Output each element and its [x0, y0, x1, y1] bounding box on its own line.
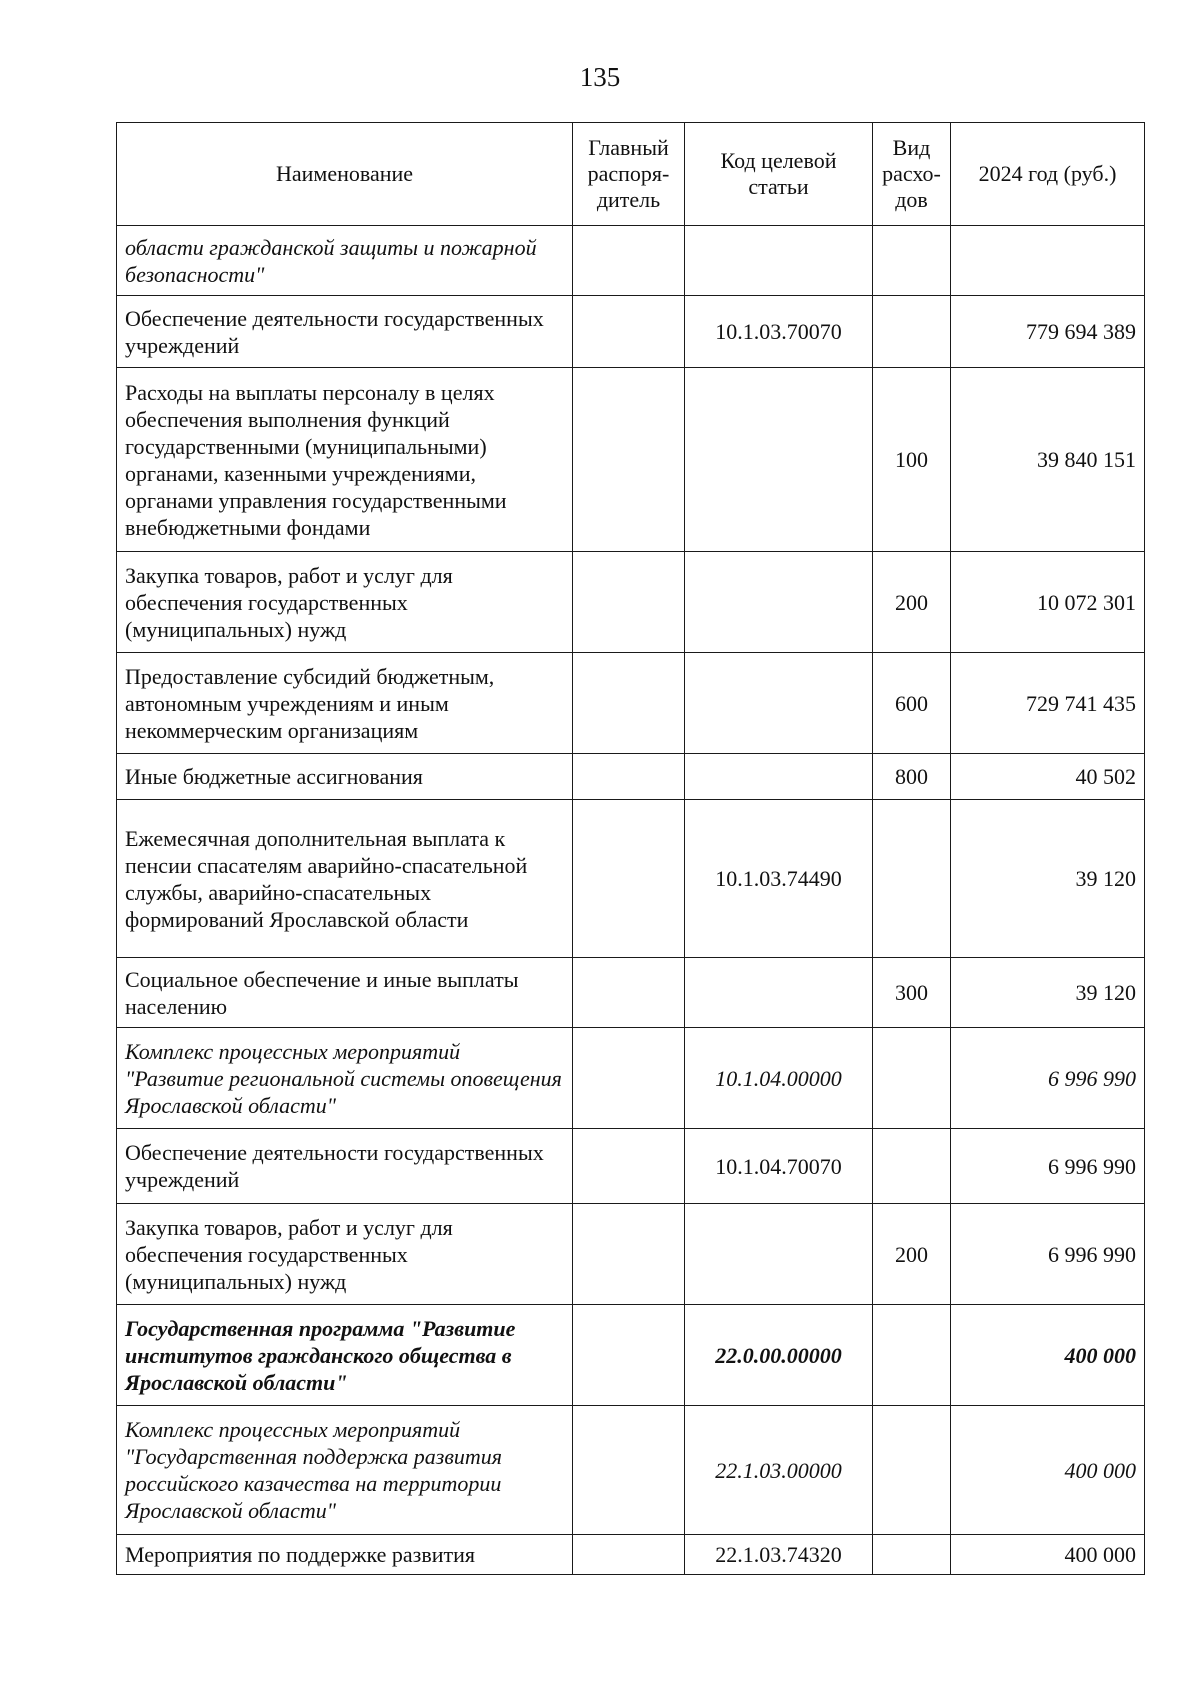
- row-name-cell: Расходы на выплаты персоналу в целях обеспечения выполнения функций государственными (муниципальными) органами, казенными учреждениями, органами управления государственными внебюджетными фондами: [117, 368, 573, 552]
- table-row: [117, 296, 1145, 368]
- row-expense-type-cell: [873, 1406, 951, 1535]
- row-name-cell: Иные бюджетные ассигнования: [117, 754, 573, 800]
- table-row: [117, 1204, 1145, 1305]
- row-amount-cell: 6 996 990: [951, 1028, 1145, 1129]
- table-row: [117, 754, 1145, 800]
- row-main-manager-cell: [573, 368, 685, 552]
- row-expense-type-cell: [873, 1535, 951, 1575]
- header-expense-type: Вид расхо-дов: [873, 123, 951, 226]
- row-name-cell: области гражданской защиты и пожарной безопасности": [117, 226, 573, 296]
- row-target-code-cell: [685, 368, 873, 552]
- row-target-code-cell: [685, 958, 873, 1028]
- row-name-cell: Социальное обеспечение и иные выплаты населению: [117, 958, 573, 1028]
- table-row: [117, 368, 1145, 552]
- row-amount-cell: 400 000: [951, 1305, 1145, 1406]
- row-main-manager-cell: [573, 1129, 685, 1204]
- row-amount-cell: 39 120: [951, 958, 1145, 1028]
- row-amount-cell: 39 840 151: [951, 368, 1145, 552]
- row-main-manager-cell: [573, 1305, 685, 1406]
- row-name-cell: Комплекс процессных мероприятий "Развитие региональной системы оповещения Ярославской области": [117, 1028, 573, 1129]
- table-row: [117, 1028, 1145, 1129]
- row-expense-type-cell: 200: [873, 552, 951, 653]
- table-row: [117, 958, 1145, 1028]
- row-target-code-cell: 10.1.03.70070: [685, 296, 873, 368]
- row-expense-type-cell: 800: [873, 754, 951, 800]
- row-amount-cell: 779 694 389: [951, 296, 1145, 368]
- budget-table: [116, 122, 1145, 1575]
- row-amount-cell: 39 120: [951, 800, 1145, 958]
- row-name-cell: Мероприятия по поддержке развития: [117, 1535, 573, 1575]
- row-expense-type-cell: [873, 1305, 951, 1406]
- row-target-code-cell: [685, 226, 873, 296]
- row-target-code-cell: 10.1.04.00000: [685, 1028, 873, 1129]
- table-row: [117, 1406, 1145, 1535]
- table-header-row: [117, 123, 1145, 226]
- row-name-cell: Ежемесячная дополнительная выплата к пенсии спасателям аварийно-спасательной службы, аварийно-спасательных формирований Ярославской области: [117, 800, 573, 958]
- row-target-code-cell: [685, 653, 873, 754]
- row-amount-cell: 10 072 301: [951, 552, 1145, 653]
- row-target-code-cell: [685, 1204, 873, 1305]
- row-amount-cell: 400 000: [951, 1406, 1145, 1535]
- table-row: [117, 800, 1145, 958]
- row-name-cell: Обеспечение деятельности государственных учреждений: [117, 296, 573, 368]
- row-main-manager-cell: [573, 1028, 685, 1129]
- row-amount-cell: 6 996 990: [951, 1129, 1145, 1204]
- row-expense-type-cell: [873, 226, 951, 296]
- row-target-code-cell: 10.1.03.74490: [685, 800, 873, 958]
- row-expense-type-cell: 200: [873, 1204, 951, 1305]
- table-row: [117, 1305, 1145, 1406]
- page-number: 135: [579, 62, 621, 92]
- table-body: [117, 226, 1145, 1575]
- table-row: [117, 653, 1145, 754]
- row-main-manager-cell: [573, 1406, 685, 1535]
- row-main-manager-cell: [573, 754, 685, 800]
- table-row: [117, 226, 1145, 296]
- row-expense-type-cell: 300: [873, 958, 951, 1028]
- row-expense-type-cell: [873, 1028, 951, 1129]
- row-main-manager-cell: [573, 958, 685, 1028]
- header-amount-2024: 2024 год (руб.): [951, 123, 1145, 226]
- table-row: [117, 1129, 1145, 1204]
- header-target-code: Код целевой статьи: [685, 123, 873, 226]
- row-expense-type-cell: 100: [873, 368, 951, 552]
- row-expense-type-cell: [873, 296, 951, 368]
- row-name-cell: Закупка товаров, работ и услуг для обеспечения государственных (муниципальных) нужд: [117, 552, 573, 653]
- table-row: [117, 1535, 1145, 1575]
- row-amount-cell: 729 741 435: [951, 653, 1145, 754]
- row-target-code-cell: [685, 552, 873, 653]
- row-amount-cell: 400 000: [951, 1535, 1145, 1575]
- row-name-cell: Комплекс процессных мероприятий "Государственная поддержка развития российского казачества на территории Ярославской области": [117, 1406, 573, 1535]
- row-target-code-cell: 10.1.04.70070: [685, 1129, 873, 1204]
- row-target-code-cell: 22.0.00.00000: [685, 1305, 873, 1406]
- header-name: Наименование: [117, 123, 573, 226]
- row-main-manager-cell: [573, 800, 685, 958]
- row-expense-type-cell: [873, 1129, 951, 1204]
- row-amount-cell: [951, 226, 1145, 296]
- row-name-cell: Обеспечение деятельности государственных учреждений: [117, 1129, 573, 1204]
- row-expense-type-cell: [873, 800, 951, 958]
- row-main-manager-cell: [573, 1535, 685, 1575]
- header-main-manager: Главный распоря-дитель: [573, 123, 685, 226]
- row-amount-cell: 6 996 990: [951, 1204, 1145, 1305]
- row-main-manager-cell: [573, 296, 685, 368]
- row-name-cell: Закупка товаров, работ и услуг для обеспечения государственных (муниципальных) нужд: [117, 1204, 573, 1305]
- row-name-cell: Государственная программа "Развитие институтов гражданского общества в Ярославской области": [117, 1305, 573, 1406]
- table-row: [117, 552, 1145, 653]
- row-expense-type-cell: 600: [873, 653, 951, 754]
- row-main-manager-cell: [573, 1204, 685, 1305]
- row-target-code-cell: [685, 754, 873, 800]
- row-main-manager-cell: [573, 653, 685, 754]
- row-target-code-cell: 22.1.03.74320: [685, 1535, 873, 1575]
- row-amount-cell: 40 502: [951, 754, 1145, 800]
- row-main-manager-cell: [573, 226, 685, 296]
- row-main-manager-cell: [573, 552, 685, 653]
- row-name-cell: Предоставление субсидий бюджетным, автономным учреждениям и иным некоммерческим организациям: [117, 653, 573, 754]
- row-target-code-cell: 22.1.03.00000: [685, 1406, 873, 1535]
